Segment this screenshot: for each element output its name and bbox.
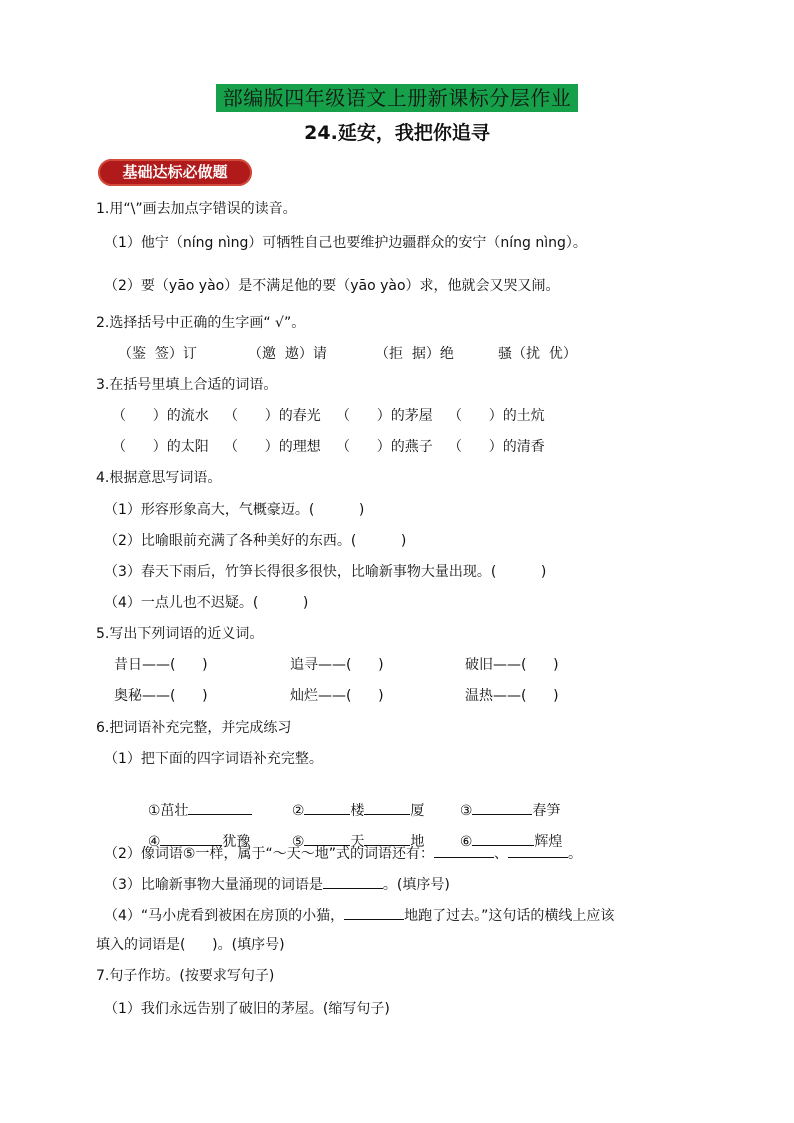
question-4-stem: 4.根据意思写词语。 — [96, 470, 222, 486]
question-3-blank: （ ）的土炕 — [448, 408, 545, 424]
question-6-sub-4: （4）“马小虎看到被困在房顶的小猫， 地跑了过去。”这句话的横线上应该 — [104, 905, 614, 926]
question-3-stem: 3.在括号里填上合适的词语。 — [96, 377, 278, 393]
question-3-blank: （ ）的流水 — [112, 408, 209, 424]
question-2-option-3: （拒 据）绝 — [375, 346, 454, 362]
question-3-blank: （ ）的太阳 — [112, 439, 209, 455]
question-1-item-2: （2）要（yāo yào）是不满足他的要（yāo yào）求，他就会又哭又闹。 — [104, 278, 560, 294]
question-6-sub-2: （2）像词语⑤一样，属于“～天～地”式的词语还有： 、 。 — [104, 843, 582, 864]
question-2-option-4: 骚（扰 优） — [498, 346, 577, 362]
question-6-sub-3: （3）比喻新事物大量涌现的词语是 。(填序号) — [104, 874, 450, 895]
fill-word-5: ⑤ 天 地 — [274, 811, 424, 872]
question-4-item-1: （1）形容形象高大，气概豪迈。( ) — [104, 502, 365, 518]
question-2-option-1: （鉴 签）订 — [118, 346, 197, 362]
question-3-blank: （ ）的茅屋 — [336, 408, 433, 424]
series-banner: 部编版四年级语文上册新课标分层作业 — [216, 84, 578, 112]
synonym-item: 破旧——( ) — [465, 657, 559, 673]
fill-word-6: ⑥ 辉煌 — [442, 811, 562, 872]
question-2-stem: 2.选择括号中正确的生字画“ √”。 — [96, 315, 306, 331]
section-badge: 基础达标必做题 — [98, 159, 252, 186]
question-6-sub-1: （1）把下面的四字词语补充完整。 — [104, 751, 323, 767]
question-4-item-2: （2）比喻眼前充满了各种美好的东西。( ) — [104, 533, 407, 549]
lesson-title: 24.延安，我把你追寻 — [304, 122, 490, 144]
synonym-item: 追寻——( ) — [290, 657, 384, 673]
question-7-stem: 7.句子作坊。(按要求写句子) — [96, 968, 275, 984]
fill-word-3: ③ 春笋 — [442, 780, 560, 841]
synonym-item: 灿烂——( ) — [290, 688, 384, 704]
fill-word-2: ② 楼 厦 — [274, 780, 424, 841]
synonym-item: 奥秘——( ) — [114, 688, 208, 704]
question-6-stem: 6.把词语补充完整，并完成练习 — [96, 720, 292, 736]
question-3-blank: （ ）的燕子 — [336, 439, 433, 455]
question-1-stem: 1.用“\”画去加点字错误的读音。 — [96, 201, 297, 217]
question-1-item-1: （1）他宁（níng nìng）可牺牲自己也要维护边疆群众的安宁（níng nìng）。 — [104, 235, 587, 251]
question-6-sub-4-cont: 填入的词语是( )。(填序号) — [96, 937, 285, 953]
question-5-stem: 5.写出下列词语的近义词。 — [96, 626, 264, 642]
question-3-blank: （ ）的清香 — [448, 439, 545, 455]
fill-word-4: ④ 犹豫 — [130, 811, 250, 872]
question-3-blank: （ ）的理想 — [224, 439, 321, 455]
question-7-sub-1: （1）我们永远告别了破旧的茅屋。(缩写句子) — [104, 1001, 390, 1017]
question-3-blank: （ ）的春光 — [224, 408, 321, 424]
synonym-item: 温热——( ) — [465, 688, 559, 704]
question-4-item-4: （4）一点儿也不迟疑。( ) — [104, 595, 309, 611]
fill-word-1: ①茁壮 — [130, 780, 252, 841]
question-2-option-2: （邀 遨）请 — [248, 346, 327, 362]
synonym-item: 昔日——( ) — [114, 657, 208, 673]
question-4-item-3: （3）春天下雨后，竹笋长得很多很快，比喻新事物大量出现。( ) — [104, 564, 547, 580]
